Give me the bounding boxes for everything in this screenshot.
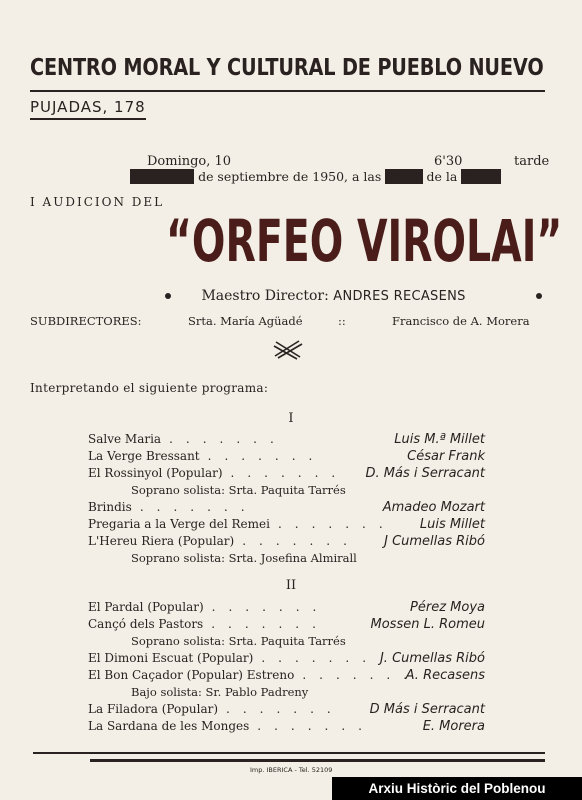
composer-name: César Frank: [407, 449, 485, 464]
subdirector-1: Srta. María Agüadé: [188, 314, 303, 328]
piece-title: L'Hereu Riera (Popular): [88, 534, 235, 548]
soloist-note: Soprano solista: Srta. Josefina Almirall: [131, 551, 357, 565]
corrected-weekday: Domingo, 10: [147, 154, 232, 169]
program-item: [88, 499, 485, 516]
program-item: [88, 465, 485, 482]
part-2-label: II: [285, 578, 297, 593]
director-line: [165, 286, 545, 307]
corrected-time: 6'30: [434, 154, 463, 169]
struck-weekday: Lunes, 11: [131, 169, 194, 184]
piece-title: La Verge Bressant: [88, 449, 200, 463]
leader-dots: .......: [139, 500, 258, 514]
audition-label: I AUDICION DEL: [30, 195, 165, 209]
leader-dots: .......: [230, 466, 349, 480]
composer-name: J. Cumellas Ribó: [379, 651, 485, 666]
event-date-line: [130, 169, 501, 185]
footer-rule-thin: [33, 752, 545, 754]
director-name: ANDRES RECASENS: [333, 289, 466, 304]
leader-dots: .......: [169, 432, 287, 446]
composer-name: D. Más i Serracant: [365, 466, 485, 481]
program-item: [88, 718, 485, 735]
program-item: [88, 701, 485, 718]
piece-title: La Filadora (Popular): [88, 702, 219, 716]
composer-name: D Más i Serracant: [369, 702, 485, 717]
program-item: [88, 533, 485, 550]
subdirectors-label: SUBDIRECTORES:: [30, 314, 142, 328]
leader-dots: .......: [226, 702, 344, 716]
director-label: Maestro Director:: [201, 288, 329, 304]
soloist-note: Soprano solista: Srta. Paquita Tarrés: [131, 634, 346, 648]
program-item: [88, 599, 485, 616]
leader-dots: .......: [302, 668, 421, 682]
composer-name: Luis Millet: [419, 517, 485, 532]
piece-title: La Sardana de les Monges: [88, 719, 250, 733]
composer-name: J Cumellas Ribó: [384, 534, 485, 549]
program-item: [88, 431, 485, 448]
archive-watermark: Arxiu Històric del Poblenou: [332, 777, 582, 800]
composer-name: Amadeo Mozart: [382, 500, 485, 515]
leader-dots: .......: [207, 449, 326, 463]
composer-name: Pérez Moya: [410, 600, 485, 615]
header-rule: [30, 90, 545, 92]
program-item: [88, 667, 485, 684]
leader-dots: .......: [211, 600, 330, 614]
composer-name: A. Recasens: [405, 668, 485, 683]
piece-title: El Bon Caçador (Popular) Estreno: [88, 668, 295, 682]
footer-rule-thick: [90, 759, 545, 762]
piece-title: El Rossinyol (Popular): [88, 466, 223, 480]
subdirector-separator: ::: [338, 314, 346, 328]
date-de-la: de la: [426, 169, 458, 184]
bullet-right: [536, 293, 542, 299]
part-1-label: I: [288, 411, 294, 426]
choir-name: “ORFEO VIROLAI”: [166, 207, 563, 275]
piece-title: Pregaria a la Verge del Remei: [88, 517, 270, 531]
leader-dots: .......: [277, 517, 396, 531]
struck-time: 10'30: [386, 169, 422, 184]
printer-credit: Imp. IBERICA - Tel. 52109: [250, 766, 333, 774]
leader-dots: .......: [211, 617, 329, 631]
organization-title: CENTRO MORAL Y CULTURAL DE PUEBLO NUEVO: [30, 53, 544, 81]
leader-dots: .......: [242, 534, 360, 548]
piece-title: El Dimoni Escuat (Popular): [88, 651, 254, 665]
organization-address: PUJADAS, 178: [30, 97, 146, 120]
leader-dots: .......: [257, 719, 375, 733]
piece-title: Salve Maria: [88, 432, 162, 446]
piece-title: Brindis: [88, 500, 132, 514]
piece-title: El Pardal (Popular): [88, 600, 204, 614]
soloist-note: Bajo solista: Sr. Pablo Padreny: [131, 685, 309, 699]
program-item: [88, 650, 485, 667]
date-text: de septiembre de 1950, a las: [198, 169, 382, 184]
composer-name: Mossen L. Romeu: [370, 617, 485, 632]
soloist-note: Soprano solista: Srta. Paquita Tarrés: [131, 483, 346, 497]
program-item: [88, 448, 485, 465]
leader-dots: .......: [261, 651, 380, 665]
struck-period: noche: [462, 169, 501, 184]
composer-name: E. Morera: [422, 719, 485, 734]
program-item: [88, 516, 485, 533]
program-intro: Interpretando el siguiente programa:: [30, 381, 269, 395]
subdirector-2: Francisco de A. Morera: [392, 314, 530, 328]
bullet-left: [165, 293, 171, 299]
program-item: [88, 616, 485, 633]
corrected-period: tarde: [514, 154, 550, 169]
crossed-lines-ornament: [273, 338, 303, 360]
composer-name: Luis M.ª Millet: [394, 432, 485, 447]
piece-title: Cançó dels Pastors: [88, 617, 204, 631]
